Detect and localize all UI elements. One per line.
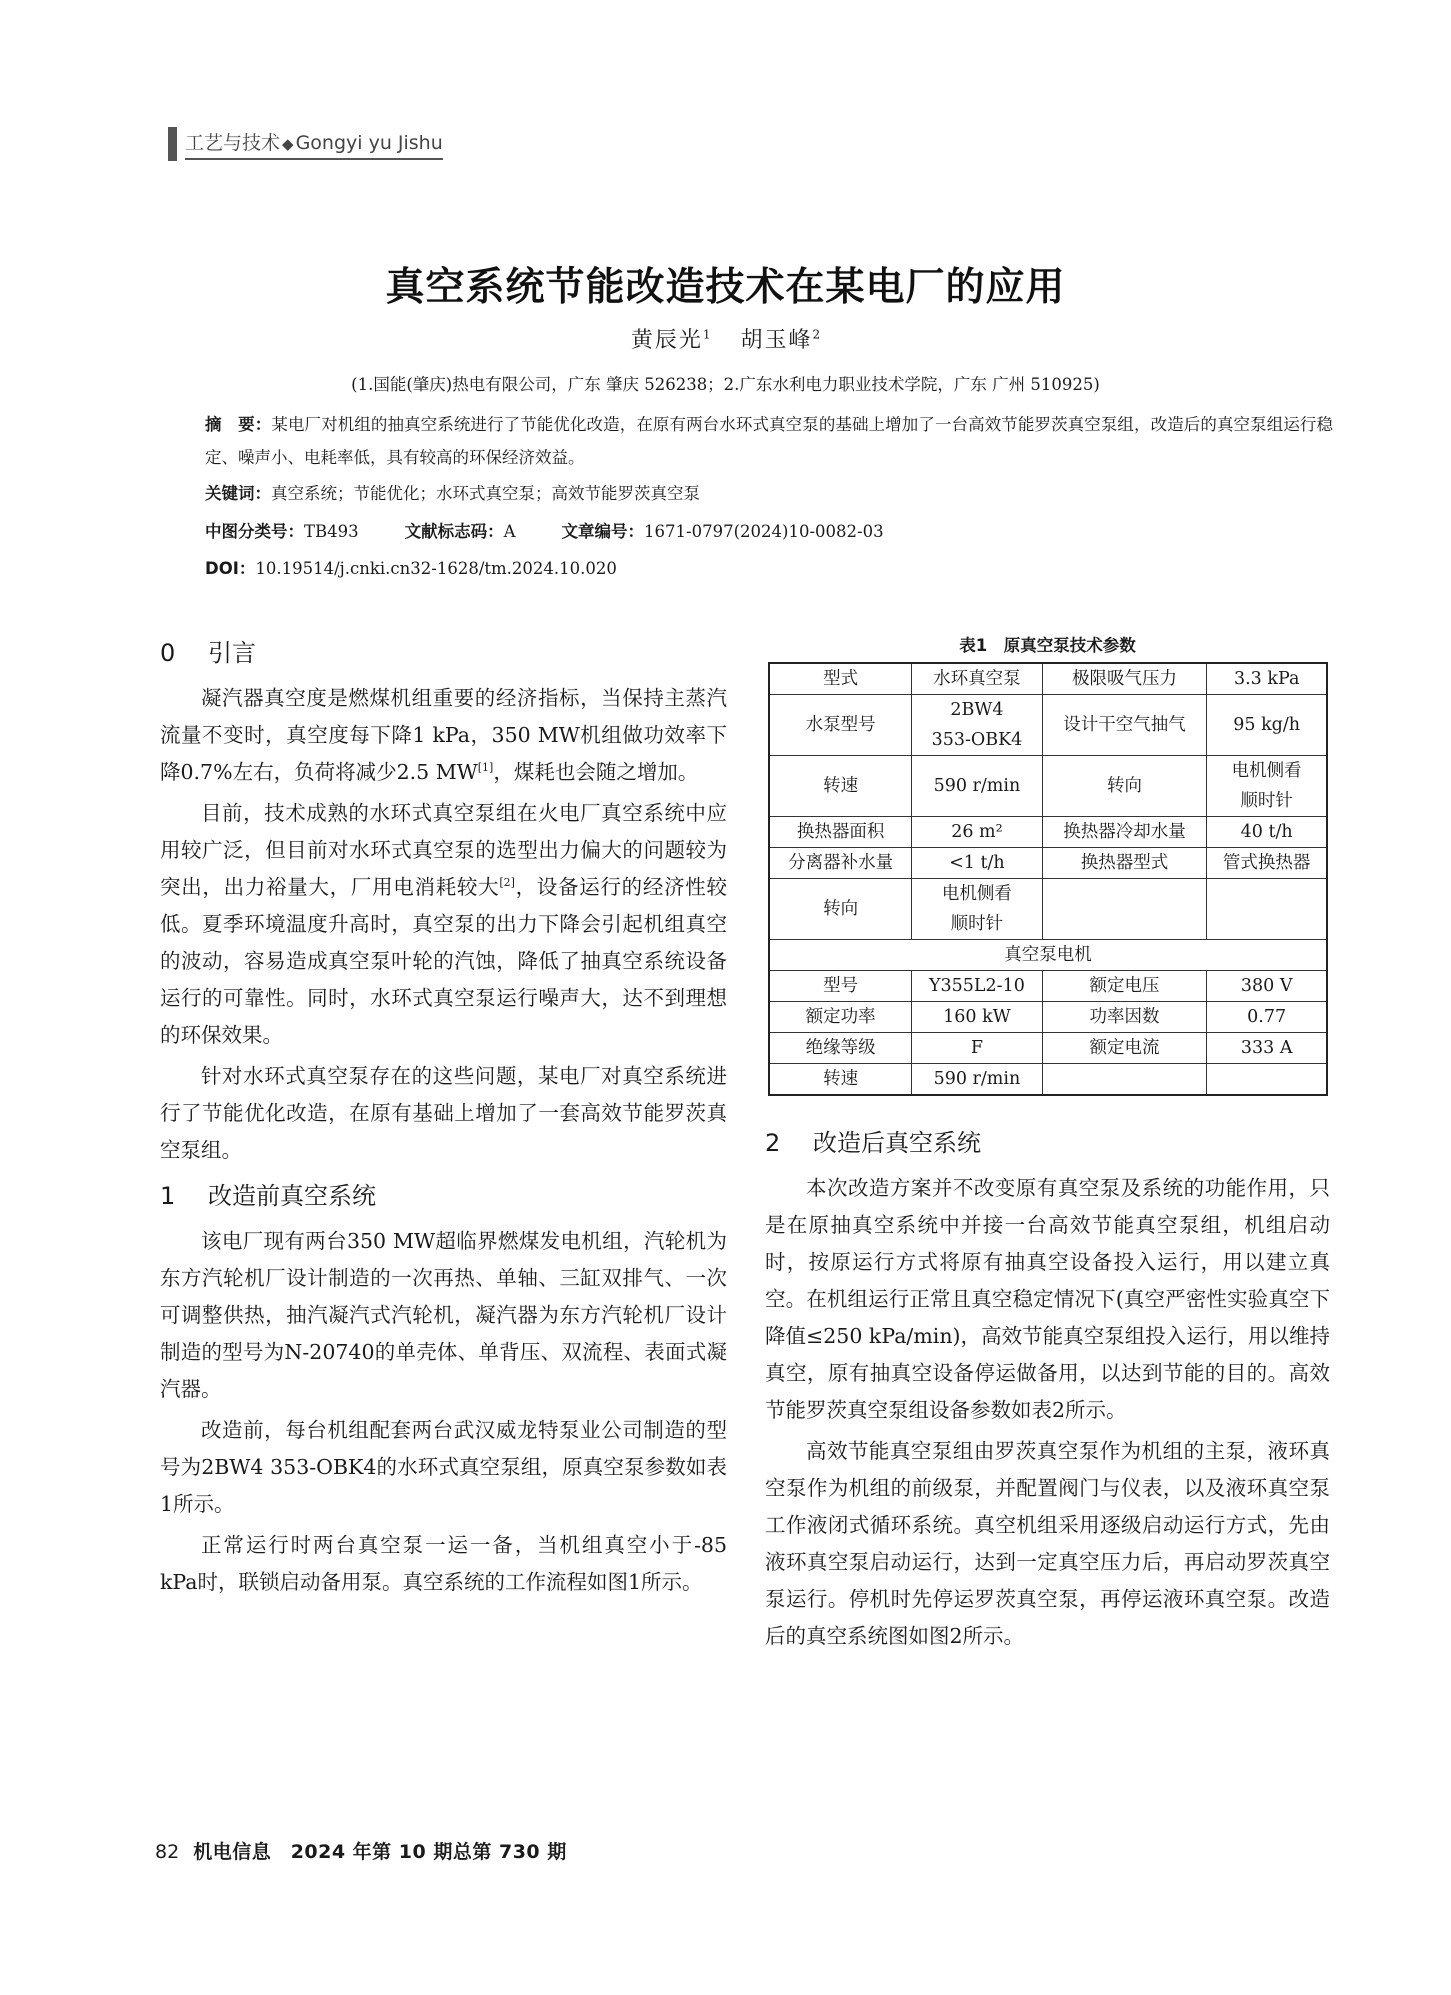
right-column: [765, 630, 1330, 1655]
paragraph: 正常运行时两台真空泵一运一备，当机组真空小于-85 kPa时，联锁启动备用泵。真空系统的工作流程如图1所示。: [160, 1533, 727, 1594]
classification-line: [205, 518, 884, 542]
paragraph: 凝汽器真空度是燃煤机组重要的经济指标，当保持主蒸汽流量不变时，真空度每下降1 kPa，350 MW机组做功效率下降0.7%左右，负荷将减少2.5 MW[1]，煤耗也会随之增加。: [160, 686, 727, 784]
paragraph: 该电厂现有两台350 MW超临界燃煤发电机组，汽轮机为东方汽轮机厂设计制造的一次再热、单轴、三缸双排气、一次可调整供热，抽汽凝汽式汽轮机，凝汽器为东方汽轮机厂设计制造的型号为N-20740的单壳体、单背压、双流程、表面式凝汽器。: [160, 1229, 727, 1401]
doi-label: DOI：: [205, 559, 256, 578]
table-cell: 额定电压: [1042, 971, 1207, 1002]
abstract: [205, 408, 1333, 474]
page-number: 82: [155, 1841, 180, 1863]
table-cell: 2BW4 353-OBK4: [912, 695, 1042, 756]
table-cell: 功率因数: [1042, 1002, 1207, 1033]
table-cell: 型号: [769, 971, 912, 1002]
citation: [1]: [477, 761, 494, 775]
diamond-icon: ◆: [282, 135, 294, 153]
table-cell: 转速: [769, 1064, 912, 1096]
table-cell: 95 kg/h: [1207, 695, 1327, 756]
table-cell: 换热器冷却水量: [1042, 817, 1207, 848]
author-affil-mark: 2: [812, 327, 821, 342]
section-heading-0: [160, 630, 727, 676]
table-cell: 额定功率: [769, 1002, 912, 1033]
header-section-en: Gongyi yu Jishu: [295, 132, 443, 154]
keywords-text: 真空系统；节能优化；水环式真空泵；高效节能罗茨真空泵: [271, 484, 700, 503]
table-cell: 水泵型号: [769, 695, 912, 756]
table-cell: 水环真空泵: [912, 663, 1042, 695]
abstract-text: 某电厂对机组的抽真空系统进行了节能优化改造，在原有两台水环式真空泵的基础上增加了一台高效节能罗茨真空泵组，改造后的真空泵组运行稳定、噪声小、电耗率低，具有较高的环保经济效益。: [205, 415, 1334, 467]
table-row: [769, 817, 1327, 848]
table-row: [769, 756, 1327, 817]
table-subheader: 真空泵电机: [769, 940, 1327, 971]
section-title: 引言: [208, 639, 256, 667]
header-bar: [168, 127, 177, 161]
table-row: [769, 848, 1327, 879]
table-cell: [1042, 879, 1207, 940]
table-cell: 换热器面积: [769, 817, 912, 848]
author-affil-mark: 1: [702, 327, 711, 342]
abstract-label: 摘 要：: [205, 415, 272, 434]
running-header: [168, 127, 443, 161]
section-number: 1: [160, 1182, 176, 1210]
table-row: [769, 940, 1327, 971]
left-column: [160, 630, 727, 1601]
clc-value: TB493: [304, 522, 359, 541]
header-section: [185, 128, 443, 160]
table-cell: 3.3 kPa: [1207, 663, 1327, 695]
table-cell: 40 t/h: [1207, 817, 1327, 848]
table-row: [769, 971, 1327, 1002]
table-cell: [1207, 879, 1327, 940]
table-cell: 26 m²: [912, 817, 1042, 848]
citation: [2]: [499, 876, 515, 890]
table-cell: [1042, 1064, 1207, 1096]
table-cell: 管式换热器: [1207, 848, 1327, 879]
table-cell: 590 r/min: [912, 756, 1042, 817]
table-row: [769, 879, 1327, 940]
table-caption: 表1 原真空泵技术参数: [959, 636, 1136, 655]
table-cell: 电机侧看 顺时针: [1207, 756, 1327, 817]
parameter-table: [768, 662, 1328, 1096]
page-footer: [155, 1837, 567, 1864]
table-cell: Y355L2-10: [912, 971, 1042, 1002]
paragraph: 针对水环式真空泵存在的这些问题，某电厂对真空系统进行了节能优化改造，在原有基础上增加了一套高效节能罗茨真空泵组。: [160, 1064, 727, 1162]
table-cell: 转速: [769, 756, 912, 817]
table-cell: 转向: [1042, 756, 1207, 817]
paper-title: 真空系统节能改造技术在某电厂的应用: [385, 265, 1066, 310]
table-cell: <1 t/h: [912, 848, 1042, 879]
clc-label: 中图分类号：: [205, 522, 304, 541]
table-cell: 换热器型式: [1042, 848, 1207, 879]
table-cell: 转向: [769, 879, 912, 940]
article-no-label: 文章编号：: [561, 522, 645, 541]
section-title: 改造前真空系统: [208, 1182, 376, 1210]
table-cell: 160 kW: [912, 1002, 1042, 1033]
table-cell: 分离器补水量: [769, 848, 912, 879]
table-cell: 额定电流: [1042, 1033, 1207, 1064]
keywords-label: 关键词：: [205, 484, 271, 503]
table-cell: 380 V: [1207, 971, 1327, 1002]
paragraph: 目前，技术成熟的水环式真空泵组在火电厂真空系统中应用较广泛，但目前对水环式真空泵的选型出力偏大的问题较为突出，出力裕量大，厂用电消耗较大[2]，设备运行的经济性较低。夏季环境温度升高时，真空泵的出力下降会引起机组真空的波动，容易造成真空泵叶轮的汽蚀，降低了抽真空系统设备运行的可靠性。同时，水环式真空泵运行噪声大，达不到理想的环保效果。: [160, 801, 728, 1047]
table-row: [769, 1002, 1327, 1033]
doi-line: [205, 555, 617, 579]
table-cell: 型式: [769, 663, 912, 695]
table-cell: 极限吸气压力: [1042, 663, 1207, 695]
table-row: [769, 1033, 1327, 1064]
article-no-value: 1671-0797(2024)10-0082-03: [644, 522, 884, 541]
section-number: 0: [160, 639, 176, 667]
table-row: [769, 1064, 1327, 1096]
table-cell: F: [912, 1033, 1042, 1064]
table-cell: 333 A: [1207, 1033, 1327, 1064]
author-name: 胡玉峰: [740, 328, 813, 353]
table-row: [769, 663, 1327, 695]
table-cell: 0.77: [1207, 1002, 1327, 1033]
paragraph: 本次改造方案并不改变原有真空泵及系统的功能作用，只是在原抽真空系统中并接一台高效节能真空泵组，机组启动时，按原运行方式将原有抽真空设备投入运行，用以建立真空。在机组运行正常且真空稳定情况下(真空严密性实验真空下降值≤250 kPa/min)，高效节能真空泵组投入运行，用以维持真空，原有抽真空设备停运做备用，以达到节能的目的。高效节能罗茨真空泵组设备参数如表2所示。: [765, 1176, 1330, 1422]
section-title: 改造后真空系统: [813, 1129, 981, 1157]
header-section-cn: 工艺与技术: [185, 132, 281, 154]
authors: [0, 323, 1451, 354]
table-cell: 设计干空气抽气: [1042, 695, 1207, 756]
affiliations: (1.国能(肇庆)热电有限公司，广东 肇庆 526238；2.广东水利电力职业技术学院，广东 广州 510925): [351, 375, 1100, 394]
journal-info: 机电信息 2024 年第 10 期总第 730 期: [193, 1841, 567, 1863]
table-row: [769, 695, 1327, 756]
doi-value: 10.19514/j.cnki.cn32-1628/tm.2024.10.020: [255, 559, 617, 578]
keywords: [205, 480, 700, 504]
table-cell: 电机侧看 顺时针: [912, 879, 1042, 940]
section-number: 2: [765, 1129, 781, 1157]
section-heading-1: [160, 1173, 727, 1219]
author-name: 黄辰光: [630, 328, 703, 353]
paragraph: 高效节能真空泵组由罗茨真空泵作为机组的主泵，液环真空泵作为机组的前级泵，并配置阀门与仪表，以及液环真空泵工作液闭式循环系统。真空机组采用逐级启动运行方式，先由液环真空泵启动运行，达到一定真空压力后，再启动罗茨真空泵运行。停机时先停运罗茨真空泵，再停运液环真空泵。改造后的真空系统图如图2所示。: [765, 1439, 1330, 1648]
table-cell: [1207, 1064, 1327, 1096]
doc-code-value: A: [503, 522, 516, 541]
table-cell: 590 r/min: [912, 1064, 1042, 1096]
doc-code-label: 文献标志码：: [404, 522, 504, 541]
section-heading-2: [765, 1120, 1330, 1166]
paragraph: 改造前，每台机组配套两台武汉威龙特泵业公司制造的型号为2BW4 353-OBK4的水环式真空泵组，原真空泵参数如表1所示。: [160, 1418, 727, 1516]
table-cell: 绝缘等级: [769, 1033, 912, 1064]
